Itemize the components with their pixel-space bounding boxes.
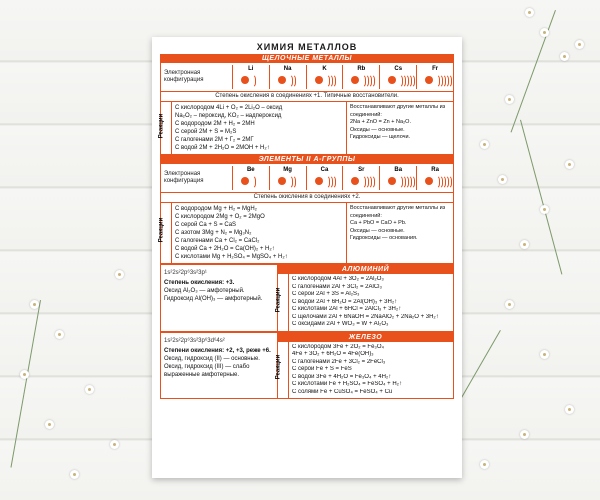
reaction-line: С серой Ca + S = CaS — [175, 222, 237, 228]
reaction-line: С кислородом 2Mg + O₂ = 2MgO — [175, 214, 265, 220]
reaction-line: С водой Ca + 2H₂O = Ca(OH)₂ + H₂↑ — [175, 246, 275, 252]
reaction-line: С водой 2Al + 6H₂O = 2Al(OH)₃ + 3H₂↑ — [292, 298, 398, 305]
element-mg: Mg — [269, 166, 306, 190]
config-label: Электронная конфигурация — [164, 171, 204, 184]
element-li: Li — [232, 65, 269, 89]
group2-section — [160, 164, 454, 264]
iron-band: ЖЕЛЕЗО — [278, 333, 453, 342]
element-k: K — [306, 65, 343, 89]
alkali-reactions — [158, 102, 453, 154]
reaction-line: С водородом Mg + H₂ = MgH₂ — [175, 206, 258, 212]
group2-config-row — [161, 164, 453, 193]
element-fr: Fr — [416, 65, 453, 89]
element-sr: Sr — [342, 166, 379, 190]
reaction-line: С водой 3Fe + 4H₂O = Fe₃O₄ + 4H₂↑ — [292, 373, 392, 380]
iron-config: 1s²2s²2p⁶3s²3p⁶3d⁶4s² — [164, 337, 225, 344]
aluminum-section — [160, 264, 454, 332]
alkali-oxidation: Степень окисления в соединениях +1. Типичные восстановители. — [161, 92, 453, 102]
reaction-line: С водой 2M + 2H₂O = 2MOH + H₂↑ — [175, 145, 270, 151]
chemistry-poster — [152, 37, 462, 478]
reaction-line: С кислородом 4Li + O₂ = 2Li₂O – оксид — [175, 105, 283, 111]
alkali-band: ЩЕЛОЧНЫЕ МЕТАЛЛЫ — [160, 54, 454, 63]
reaction-line: С азотом 3Mg + N₂ = Mg₃N₂ — [175, 230, 252, 236]
reaction-line: С галогенами 2M + Г₂ = 2MГ — [175, 137, 254, 143]
group2-oxidation: Степень окисления в соединениях +2. — [161, 193, 453, 203]
reaction-line: С серой 2M + S = M₂S — [175, 129, 237, 135]
iron-section — [160, 332, 454, 400]
reaction-line: С кислотами 2Al + 6HCl = 2AlCl₃ + 3H₂↑ — [292, 306, 402, 312]
reaction-line: С щелочами 2Al + 6NaOH = 2NaAlO₂ + 2Na₂O + 3H₂↑ — [292, 313, 439, 320]
reaction-line: С серой Fe + S = FeS — [292, 366, 352, 372]
aluminum-info: 1s²2s²2p⁶3s²3p¹ Степень окисления: +3. Оксид Al₂O₃ — амфотерный. Гидроксид Al(OH)₃ — амфотерный. — [161, 265, 278, 331]
reaction-line: 4Fe + 3O₂ + 6H₂O = 4Fe(OH)₃ — [292, 351, 374, 357]
element-ba: Ba — [379, 166, 416, 190]
reaction-line: С кислотами Fe + H₂SO₄ = FeSO₄ + H₂↑ — [292, 381, 402, 387]
reactions-label: Реакции — [275, 354, 282, 380]
aluminum-config: 1s²2s²2p⁶3s²3p¹ — [164, 270, 207, 276]
alkali-config-row — [161, 63, 453, 92]
alkali-section — [160, 63, 454, 155]
reactions-label: Реакции — [158, 113, 165, 139]
poster-title: ХИМИЯ МЕТАЛЛОВ — [256, 42, 358, 52]
reactions-label: Реакции — [158, 217, 165, 243]
group2-reactions — [158, 203, 453, 263]
reaction-line: С галогенами Ca + Cl₂ = CaCl₂ — [175, 238, 260, 244]
reaction-line: С серой 2Al + 3S = Al₂S₃ — [292, 291, 360, 297]
reaction-line: С водородом 2M + H₂ = 2MH — [175, 121, 255, 127]
reaction-line: С галогенами 2Fe + 3Cl₂ = 2FeCl₃ — [292, 358, 386, 365]
element-na: Na — [269, 65, 306, 89]
element-rb: Rb — [342, 65, 379, 89]
element-ca: Ca — [306, 166, 343, 190]
alkali-note: Восстанавливают другие металлы из соединений: 2Na + ZnO = Zn + Na₂O. Оксиды — основные. Гидроксиды — щелочи. — [346, 102, 453, 154]
group2-band: ЭЛЕМЕНТЫ II А-ГРУППЫ — [160, 155, 454, 164]
reaction-line: Na₂O₂ – пероксид, KO₂ – надпероксид — [175, 113, 282, 119]
reaction-line: С кислородом 4Al + 3O₂ = 2Al₂O₃ — [292, 276, 384, 282]
config-label: Электронная конфигурация — [164, 70, 204, 83]
element-cs: Cs — [379, 65, 416, 89]
element-ra: Ra — [416, 166, 453, 190]
reaction-line: С солями Fe + CuSO₄ = FeSO₄ + Cu — [292, 388, 393, 395]
aluminum-band: АЛЮМИНИЙ — [278, 265, 453, 274]
reaction-line: С оксидами 2Al + WO₃ = W + Al₂O₃ — [292, 321, 389, 327]
iron-info: 1s²2s²2p⁶3s²3p⁶3d⁶4s² Степени окисления: +2, +3, реже +6. Оксид, гидроксид (II) — основные. Оксид, гидроксид (III) — слабо выраженные амфотерные. — [161, 333, 278, 399]
reaction-line: С кислотами Mg + H₂SO₄ = MgSO₄ + H₂↑ — [175, 254, 288, 260]
element-be: Be — [232, 166, 269, 190]
reactions-label: Реакции — [275, 287, 282, 312]
group2-note: Восстанавливают другие металлы из соединений: Ca + PbO = CaO + Pb. Оксиды — основные. Гидроксиды — основания. — [346, 203, 453, 263]
reaction-line: С кислородом 3Fe + 2O₂ = Fe₃O₄ — [292, 343, 384, 350]
reaction-line: С галогенами 2Al + 3Cl₂ = 2AlCl₃ — [292, 283, 382, 290]
